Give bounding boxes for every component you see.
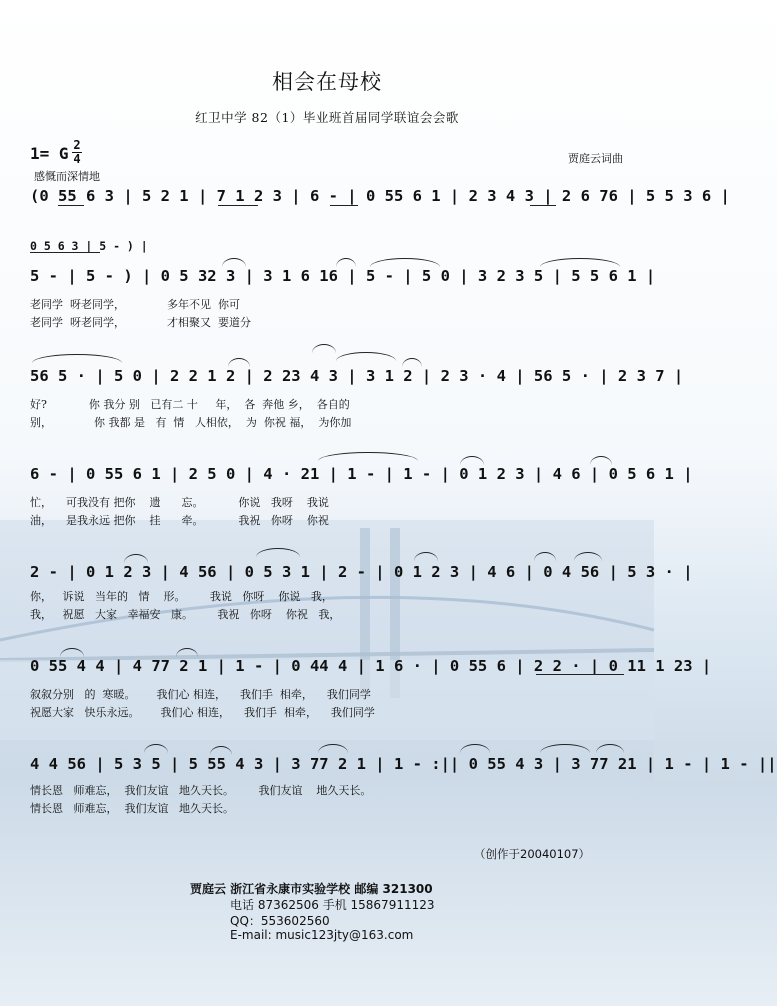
notation-row: 2 - | 0 1 2 3 | 4 56 | 0 5 3 1 | 2 - | 0 1 2 3 | 4 6 | 0 4 56 | 5 3 · | xyxy=(30,563,693,581)
email-line: E-mail: music123jty@163.com xyxy=(230,928,414,942)
lyric-line-2: 油， 是我永远 把你 挂 牵。 我祝 你呀 你祝 xyxy=(30,514,329,527)
lyric-line-1: 好? 你 我分 别 已有二 十 年， 各 奔他 乡， 各自的 xyxy=(30,398,350,411)
notation-row: 56 5 · | 5 0 | 2 2 1 2 | 2 23 4 3 | 3 1 2 | 2 3 · 4 | 56 5 · | 2 3 7 | xyxy=(30,367,684,385)
notation-row: 5 - | 5 - ) | 0 5 32 3 | 3 1 6 16 | 5 - | 5 0 | 3 2 3 5 | 5 5 6 1 | xyxy=(30,267,656,285)
lyric-line-1: 情长恩 师难忘， 我们友谊 地久天长。 我们友谊 地久天长。 xyxy=(30,784,372,797)
qq-line: QQ：553602560 xyxy=(230,914,330,928)
song-title: 相会在母校 xyxy=(272,70,382,94)
notation-row: 6 - | 0 55 6 1 | 2 5 0 | 4 · 21 | 1 - | 1 - | 0 1 2 3 | 4 6 | 0 5 6 1 | xyxy=(30,465,693,483)
lyric-line-2: 情长恩 师难忘， 我们友谊 地久天长。 xyxy=(30,802,234,815)
notation-row: (0 55 6 3 | 5 2 1 | 7 1 2 3 | 6 - | 0 55 6 1 | 2 3 4 3 | 2 6 76 | 5 5 3 6 | xyxy=(30,187,730,205)
lyric-line-1: 忙， 可我没有 把你 遗 忘。 你说 我呀 我说 xyxy=(30,496,329,509)
meter-bottom: 4 xyxy=(73,152,81,166)
lyric-line-2: 祝愿大家 快乐永远。 我们心 相连， 我们手 相牵， 我们同学 xyxy=(30,706,375,719)
lyric-line-2: 别， 你 我都 是 有 情 人相依， 为 你祝 福， 为你加 xyxy=(30,416,352,429)
lyric-line-1: 叙叙分别 的 寒暖。 我们心 相连， 我们手 相牵， 我们同学 xyxy=(30,688,371,701)
lyric-line-2: 老同学 呀老同学， 才相聚又 要道分 xyxy=(30,316,251,329)
notation-row: 4 4 56 | 5 3 5 | 5 55 4 3 | 3 77 2 1 | 1 - :|| 0 55 4 3 | 3 77 21 | 1 - | 1 - || xyxy=(30,755,777,773)
lyric-line-1: 你， 诉说 当年的 情 形。 我说 你呀 你说 我， xyxy=(30,590,333,603)
composition-date: （创作于20040107） xyxy=(474,847,591,861)
lyric-line-2: 我， 祝愿 大家 幸福安 康。 我祝 你呀 你祝 我， xyxy=(30,608,341,621)
phone-line: 电话 87362506 手机 15867911123 xyxy=(230,898,435,912)
lyric-line-1: 老同学 呀老同学， 多年不见 你可 xyxy=(30,298,240,311)
time-signature xyxy=(72,140,82,165)
expression-mark: 感慨而深情地 xyxy=(34,170,100,183)
composer-credit: 贾庭云词曲 xyxy=(568,152,623,165)
notation-row: 0 55 4 4 | 4 77 2 1 | 1 - | 0 44 4 | 1 6 · | 0 55 6 | 2 2 · | 0 11 1 23 | xyxy=(30,657,712,675)
meter-top: 2 xyxy=(73,138,81,152)
notation-row-small: 0 5 6 3 | 5 - ) | xyxy=(30,239,148,253)
key-signature: 1= G xyxy=(30,144,69,163)
song-subtitle: 红卫中学 82（1）毕业班首届同学联谊会会歌 xyxy=(195,110,459,125)
author-line: 贾庭云 浙江省永康市实验学校 邮编 321300 xyxy=(190,882,433,896)
